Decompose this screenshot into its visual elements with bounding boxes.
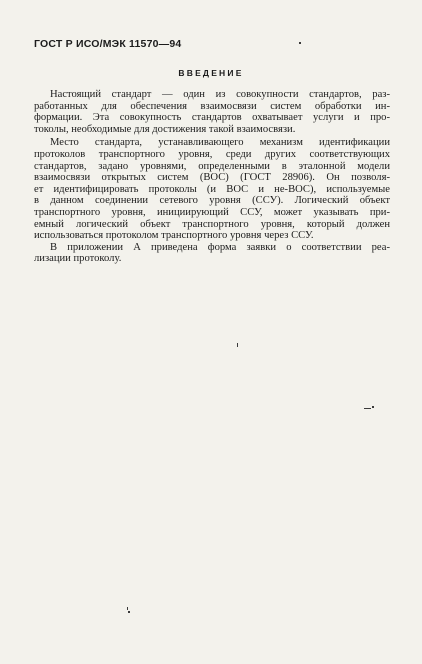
ink-speck	[299, 42, 301, 44]
ink-speck	[127, 607, 128, 610]
text-line: в данном соединении сетевого уровня (ССУ). Логический объект	[34, 195, 390, 207]
text-line: формации. Эта совокупность стандартов охватывает услуги и про-	[34, 112, 390, 124]
running-header: ГОСТ Р ИСО/МЭК 11570—94	[34, 38, 182, 50]
text-line: ет идентифицировать протоколы (и ВОС и не-ВОС), используемые	[34, 183, 390, 195]
ink-speck	[237, 343, 238, 347]
text-line: емный логический объект транспортного уровня, который должен	[34, 218, 390, 230]
ink-speck	[128, 611, 130, 613]
text-line: лизации протоколу.	[34, 253, 122, 265]
text-line: протоколов транспортного уровня, среди других соответствующих	[34, 148, 390, 160]
text-line: работанных для обеспечения взаимосвязи систем обработки ин-	[34, 100, 390, 112]
text-line: взаимосвязи открытых систем (ВОС) (ГОСТ 28906). Он позволя-	[34, 172, 390, 184]
text-line: токолы, необходимые для достижения такой взаимосвязи.	[34, 123, 296, 135]
paragraph-annex	[34, 242, 390, 265]
section-title: ВВЕДЕНИЕ	[178, 68, 244, 78]
paragraph-scope	[34, 137, 390, 241]
text-line: стандартов, задано уровнями, определенными в эталонной модели	[34, 160, 390, 172]
ink-speck	[364, 408, 371, 409]
ink-speck	[372, 406, 374, 408]
text-line: В приложении А приведена форма заявки о соответствии реа-	[50, 241, 390, 253]
paragraph-intro	[34, 89, 390, 135]
text-line: транспортного уровня, инициирующий ССУ, может указывать при-	[34, 206, 390, 218]
text-line: Настоящий стандарт — один из совокупности стандартов, раз-	[50, 89, 390, 100]
body-text	[34, 89, 390, 265]
text-line: Место стандарта, устанавливающего механизм идентификации	[50, 137, 390, 149]
text-line: использоваться протоколом транспортного уровня через ССУ.	[34, 230, 314, 242]
